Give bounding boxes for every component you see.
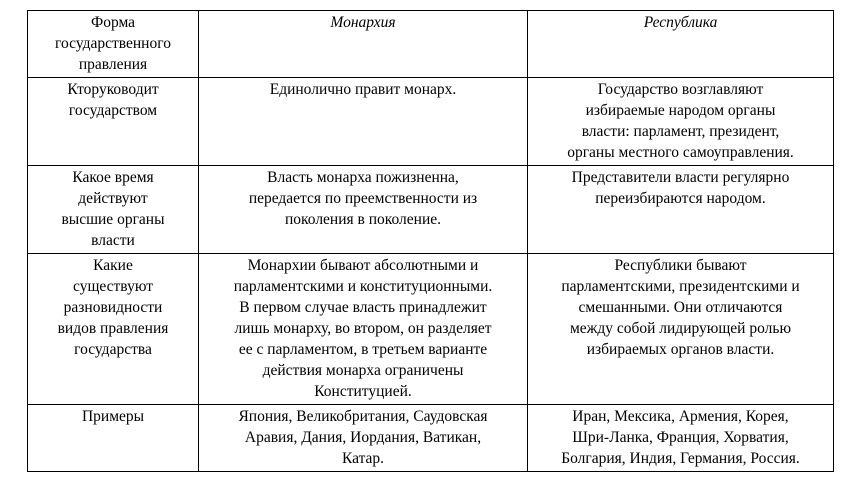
republic-line: избираемые народом органы <box>585 102 776 119</box>
header-republic-cell <box>528 11 834 78</box>
monarchy-line: Япония, Великобритания, Саудовская <box>238 408 488 425</box>
header-monarchy: Монархия <box>330 14 396 31</box>
row-label-line: государства <box>74 341 152 358</box>
row-label-line: Какое время <box>72 169 154 186</box>
monarchy-cell <box>199 166 528 254</box>
republic-cell <box>528 166 834 254</box>
monarchy-line: поколения в поколение. <box>284 211 442 228</box>
republic-line: Болгария, Индия, Германия, Россия. <box>561 450 800 467</box>
monarchy-line: передается по преемственности из <box>248 190 478 207</box>
republic-line: избираемых органов власти. <box>586 341 775 358</box>
republic-cell <box>528 78 834 166</box>
table-row <box>28 166 834 254</box>
republic-line: между собой лидирующей ролью <box>569 320 792 337</box>
header-monarchy-cell <box>199 11 528 78</box>
republic-line: Представители власти регулярно <box>571 169 790 186</box>
header-form-line: государственного <box>55 35 171 52</box>
row-label-line: действуют <box>78 190 148 207</box>
monarchy-line: Власть монарха пожизненна, <box>267 169 459 186</box>
header-republic: Республика <box>643 14 718 31</box>
monarchy-line: лишь монарху, во втором, он разделяет <box>234 320 492 337</box>
table-row <box>28 254 834 405</box>
republic-line: Шри-Ланка, Франция, Хорватия, <box>572 429 789 446</box>
monarchy-cell <box>199 78 528 166</box>
monarchy-line: Единолично правит монарх. <box>269 81 457 98</box>
header-form-line: Форма <box>90 14 136 31</box>
monarchy-line: Аравия, Дания, Иордания, Ватикан, <box>244 429 482 446</box>
row-label-cell <box>28 166 199 254</box>
monarchy-line: парламентскими и конституционными. <box>233 278 493 295</box>
republic-line: смешанными. Они отличаются <box>578 299 783 316</box>
republic-line: парламентскими, президентскими и <box>561 278 800 295</box>
row-label-line: разновидности <box>63 299 163 316</box>
row-label-line: высшие органы <box>61 211 165 228</box>
monarchy-line: ее с парламентом, в третьем варианте <box>238 341 488 358</box>
monarchy-line: Конституцией. <box>314 383 412 400</box>
republic-cell <box>528 405 834 472</box>
table-row <box>28 405 834 472</box>
monarchy-line: Монархии бывают абсолютными и <box>247 257 479 274</box>
comparison-table <box>27 10 834 472</box>
monarchy-cell <box>199 254 528 405</box>
row-label-line: власти <box>91 232 135 249</box>
monarchy-line: Катар. <box>341 450 385 467</box>
republic-line: власти: парламент, президент, <box>581 123 780 140</box>
republic-line: Иран, Мексика, Армения, Корея, <box>572 408 789 425</box>
row-label-line: Какие <box>93 257 133 274</box>
row-label-cell <box>28 254 199 405</box>
row-label-line: существуют <box>73 278 153 295</box>
row-label-line: Кторуководит <box>67 81 159 98</box>
republic-line: Государство возглавляют <box>597 81 764 98</box>
republic-line: Республики бывают <box>614 257 747 274</box>
row-label-cell <box>28 78 199 166</box>
header-form-cell <box>28 11 199 78</box>
republic-cell <box>528 254 834 405</box>
table-row <box>28 78 834 166</box>
row-label-line: государством <box>68 102 158 119</box>
row-label-cell <box>28 405 199 472</box>
monarchy-line: действия монарха ограничены <box>262 362 464 379</box>
row-label-line: Примеры <box>81 408 145 425</box>
row-label-line: видов правления <box>57 320 169 337</box>
republic-line: органы местного самоуправления. <box>567 144 794 161</box>
header-row <box>28 11 834 78</box>
header-form-line: правления <box>78 56 148 73</box>
monarchy-cell <box>199 405 528 472</box>
monarchy-line: В первом случае власть принадлежит <box>239 299 487 316</box>
republic-line: переизбираются народом. <box>595 190 766 207</box>
